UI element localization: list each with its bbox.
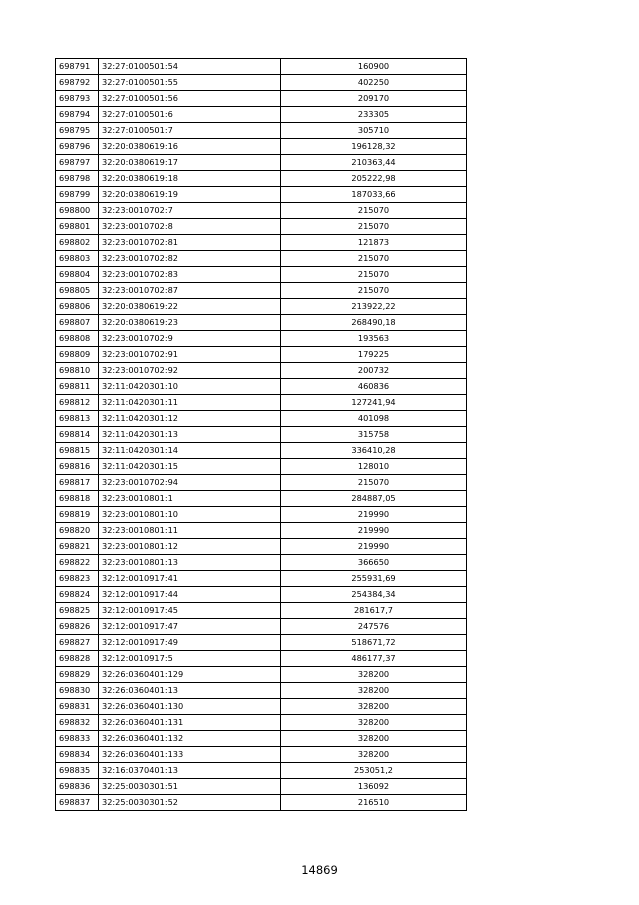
- cadastral-number-cell: 32:23:0010702:81: [99, 235, 281, 251]
- cadastral-value-cell: 213922,22: [281, 299, 467, 315]
- cadastral-number-cell: 32:11:0420301:13: [99, 427, 281, 443]
- cadastral-number-cell: 32:20:0380619:19: [99, 187, 281, 203]
- page-number: 14869: [301, 863, 338, 877]
- table-row: [56, 171, 467, 187]
- table-row: [56, 459, 467, 475]
- cadastral-value-cell: 219990: [281, 507, 467, 523]
- cadastral-value-cell: 215070: [281, 475, 467, 491]
- row-id-cell: 698813: [56, 411, 99, 427]
- cadastral-number-cell: 32:27:0100501:7: [99, 123, 281, 139]
- row-id-cell: 698812: [56, 395, 99, 411]
- cadastral-value-cell: 219990: [281, 523, 467, 539]
- cadastral-number-cell: 32:11:0420301:14: [99, 443, 281, 459]
- table-row: [56, 219, 467, 235]
- cadastral-value-cell: 200732: [281, 363, 467, 379]
- table-row: [56, 59, 467, 75]
- row-id-cell: 698799: [56, 187, 99, 203]
- cadastral-value-cell: 233305: [281, 107, 467, 123]
- row-id-cell: 698795: [56, 123, 99, 139]
- row-id-cell: 698832: [56, 715, 99, 731]
- cadastral-number-cell: 32:11:0420301:15: [99, 459, 281, 475]
- cadastral-number-cell: 32:23:0010702:8: [99, 219, 281, 235]
- cadastral-number-cell: 32:27:0100501:54: [99, 59, 281, 75]
- cadastral-value-cell: 518671,72: [281, 635, 467, 651]
- cadastral-number-cell: 32:20:0380619:22: [99, 299, 281, 315]
- cadastral-number-cell: 32:23:0010801:13: [99, 555, 281, 571]
- table-row: [56, 619, 467, 635]
- table-row: [56, 571, 467, 587]
- table-row: [56, 603, 467, 619]
- cadastral-value-cell: 328200: [281, 667, 467, 683]
- cadastral-value-cell: 127241,94: [281, 395, 467, 411]
- row-id-cell: 698800: [56, 203, 99, 219]
- cadastral-number-cell: 32:23:0010801:1: [99, 491, 281, 507]
- row-id-cell: 698816: [56, 459, 99, 475]
- cadastral-value-cell: 328200: [281, 715, 467, 731]
- cadastral-number-cell: 32:12:0010917:41: [99, 571, 281, 587]
- table-row: [56, 123, 467, 139]
- cadastral-value-cell: 315758: [281, 427, 467, 443]
- row-id-cell: 698830: [56, 683, 99, 699]
- cadastral-value-cell: 215070: [281, 203, 467, 219]
- table-row: [56, 587, 467, 603]
- row-id-cell: 698837: [56, 795, 99, 811]
- row-id-cell: 698811: [56, 379, 99, 395]
- table-row: [56, 235, 467, 251]
- row-id-cell: 698815: [56, 443, 99, 459]
- cadastral-value-cell: 121873: [281, 235, 467, 251]
- row-id-cell: 698835: [56, 763, 99, 779]
- row-id-cell: 698805: [56, 283, 99, 299]
- cadastral-number-cell: 32:23:0010702:94: [99, 475, 281, 491]
- table-row: [56, 411, 467, 427]
- table-row: [56, 427, 467, 443]
- row-id-cell: 698794: [56, 107, 99, 123]
- row-id-cell: 698814: [56, 427, 99, 443]
- cadastral-number-cell: 32:23:0010702:91: [99, 347, 281, 363]
- row-id-cell: 698826: [56, 619, 99, 635]
- cadastral-number-cell: 32:27:0100501:56: [99, 91, 281, 107]
- registry-table: [55, 58, 467, 811]
- cadastral-value-cell: 219990: [281, 539, 467, 555]
- cadastral-number-cell: 32:16:0370401:13: [99, 763, 281, 779]
- row-id-cell: 698825: [56, 603, 99, 619]
- table-row: [56, 507, 467, 523]
- cadastral-number-cell: 32:23:0010702:7: [99, 203, 281, 219]
- row-id-cell: 698827: [56, 635, 99, 651]
- table-row: [56, 347, 467, 363]
- cadastral-number-cell: 32:23:0010801:10: [99, 507, 281, 523]
- cadastral-value-cell: 215070: [281, 267, 467, 283]
- row-id-cell: 698793: [56, 91, 99, 107]
- cadastral-value-cell: 486177,37: [281, 651, 467, 667]
- cadastral-number-cell: 32:26:0360401:13: [99, 683, 281, 699]
- cadastral-number-cell: 32:11:0420301:12: [99, 411, 281, 427]
- table-row: [56, 395, 467, 411]
- cadastral-number-cell: 32:23:0010702:9: [99, 331, 281, 347]
- table-row: [56, 267, 467, 283]
- cadastral-number-cell: 32:26:0360401:131: [99, 715, 281, 731]
- cadastral-value-cell: 247576: [281, 619, 467, 635]
- cadastral-number-cell: 32:25:0030301:52: [99, 795, 281, 811]
- table-row: [56, 75, 467, 91]
- cadastral-number-cell: 32:23:0010801:11: [99, 523, 281, 539]
- table-row: [56, 747, 467, 763]
- cadastral-value-cell: 253051,2: [281, 763, 467, 779]
- table-row: [56, 155, 467, 171]
- row-id-cell: 698797: [56, 155, 99, 171]
- cadastral-value-cell: 305710: [281, 123, 467, 139]
- cadastral-value-cell: 187033,66: [281, 187, 467, 203]
- row-id-cell: 698818: [56, 491, 99, 507]
- cadastral-value-cell: 215070: [281, 219, 467, 235]
- cadastral-number-cell: 32:26:0360401:130: [99, 699, 281, 715]
- table-row: [56, 523, 467, 539]
- cadastral-number-cell: 32:23:0010702:82: [99, 251, 281, 267]
- table-row: [56, 107, 467, 123]
- table-row: [56, 795, 467, 811]
- row-id-cell: 698802: [56, 235, 99, 251]
- cadastral-value-cell: 255931,69: [281, 571, 467, 587]
- table-row: [56, 667, 467, 683]
- cadastral-value-cell: 209170: [281, 91, 467, 107]
- cadastral-number-cell: 32:12:0010917:47: [99, 619, 281, 635]
- cadastral-number-cell: 32:11:0420301:10: [99, 379, 281, 395]
- table-row: [56, 299, 467, 315]
- row-id-cell: 698834: [56, 747, 99, 763]
- row-id-cell: 698828: [56, 651, 99, 667]
- row-id-cell: 698792: [56, 75, 99, 91]
- cadastral-value-cell: 281617,7: [281, 603, 467, 619]
- cadastral-number-cell: 32:20:0380619:16: [99, 139, 281, 155]
- row-id-cell: 698810: [56, 363, 99, 379]
- cadastral-value-cell: 193563: [281, 331, 467, 347]
- table-row: [56, 763, 467, 779]
- row-id-cell: 698824: [56, 587, 99, 603]
- row-id-cell: 698829: [56, 667, 99, 683]
- cadastral-number-cell: 32:26:0360401:129: [99, 667, 281, 683]
- table-row: [56, 315, 467, 331]
- row-id-cell: 698817: [56, 475, 99, 491]
- table-row: [56, 475, 467, 491]
- table-row: [56, 699, 467, 715]
- cadastral-number-cell: 32:11:0420301:11: [99, 395, 281, 411]
- cadastral-value-cell: 254384,34: [281, 587, 467, 603]
- cadastral-value-cell: 210363,44: [281, 155, 467, 171]
- row-id-cell: 698833: [56, 731, 99, 747]
- row-id-cell: 698804: [56, 267, 99, 283]
- row-id-cell: 698796: [56, 139, 99, 155]
- cadastral-number-cell: 32:12:0010917:49: [99, 635, 281, 651]
- row-id-cell: 698819: [56, 507, 99, 523]
- cadastral-number-cell: 32:26:0360401:133: [99, 747, 281, 763]
- cadastral-value-cell: 366650: [281, 555, 467, 571]
- table-row: [56, 683, 467, 699]
- table-row: [56, 203, 467, 219]
- cadastral-number-cell: 32:25:0030301:51: [99, 779, 281, 795]
- row-id-cell: 698831: [56, 699, 99, 715]
- table-row: [56, 731, 467, 747]
- row-id-cell: 698820: [56, 523, 99, 539]
- cadastral-number-cell: 32:26:0360401:132: [99, 731, 281, 747]
- cadastral-value-cell: 336410,28: [281, 443, 467, 459]
- row-id-cell: 698808: [56, 331, 99, 347]
- table-row: [56, 491, 467, 507]
- cadastral-value-cell: 402250: [281, 75, 467, 91]
- row-id-cell: 698798: [56, 171, 99, 187]
- cadastral-value-cell: 128010: [281, 459, 467, 475]
- row-id-cell: 698791: [56, 59, 99, 75]
- cadastral-value-cell: 205222,98: [281, 171, 467, 187]
- cadastral-value-cell: 284887,05: [281, 491, 467, 507]
- cadastral-value-cell: 328200: [281, 683, 467, 699]
- table-row: [56, 363, 467, 379]
- cadastral-value-cell: 136092: [281, 779, 467, 795]
- cadastral-number-cell: 32:27:0100501:55: [99, 75, 281, 91]
- table-row: [56, 331, 467, 347]
- cadastral-number-cell: 32:20:0380619:23: [99, 315, 281, 331]
- table-row: [56, 187, 467, 203]
- row-id-cell: 698823: [56, 571, 99, 587]
- table-row: [56, 139, 467, 155]
- table-row: [56, 555, 467, 571]
- cadastral-value-cell: 215070: [281, 251, 467, 267]
- table-row: [56, 715, 467, 731]
- cadastral-value-cell: 216510: [281, 795, 467, 811]
- cadastral-number-cell: 32:27:0100501:6: [99, 107, 281, 123]
- cadastral-value-cell: 328200: [281, 747, 467, 763]
- cadastral-value-cell: 215070: [281, 283, 467, 299]
- cadastral-number-cell: 32:12:0010917:45: [99, 603, 281, 619]
- table-row: [56, 251, 467, 267]
- row-id-cell: 698836: [56, 779, 99, 795]
- cadastral-number-cell: 32:23:0010801:12: [99, 539, 281, 555]
- cadastral-value-cell: 179225: [281, 347, 467, 363]
- table-row: [56, 283, 467, 299]
- row-id-cell: 698801: [56, 219, 99, 235]
- row-id-cell: 698803: [56, 251, 99, 267]
- row-id-cell: 698806: [56, 299, 99, 315]
- cadastral-value-cell: 328200: [281, 699, 467, 715]
- cadastral-number-cell: 32:20:0380619:18: [99, 171, 281, 187]
- row-id-cell: 698822: [56, 555, 99, 571]
- cadastral-value-cell: 160900: [281, 59, 467, 75]
- row-id-cell: 698809: [56, 347, 99, 363]
- cadastral-value-cell: 460836: [281, 379, 467, 395]
- table-row: [56, 779, 467, 795]
- row-id-cell: 698807: [56, 315, 99, 331]
- table-row: [56, 651, 467, 667]
- cadastral-number-cell: 32:23:0010702:83: [99, 267, 281, 283]
- cadastral-value-cell: 268490,18: [281, 315, 467, 331]
- table-row: [56, 91, 467, 107]
- cadastral-number-cell: 32:12:0010917:5: [99, 651, 281, 667]
- registry-table-body: [56, 59, 467, 811]
- table-row: [56, 539, 467, 555]
- cadastral-number-cell: 32:20:0380619:17: [99, 155, 281, 171]
- table-row: [56, 379, 467, 395]
- row-id-cell: 698821: [56, 539, 99, 555]
- cadastral-number-cell: 32:12:0010917:44: [99, 587, 281, 603]
- cadastral-value-cell: 328200: [281, 731, 467, 747]
- cadastral-number-cell: 32:23:0010702:92: [99, 363, 281, 379]
- table-row: [56, 635, 467, 651]
- cadastral-value-cell: 196128,32: [281, 139, 467, 155]
- cadastral-value-cell: 401098: [281, 411, 467, 427]
- cadastral-number-cell: 32:23:0010702:87: [99, 283, 281, 299]
- table-row: [56, 443, 467, 459]
